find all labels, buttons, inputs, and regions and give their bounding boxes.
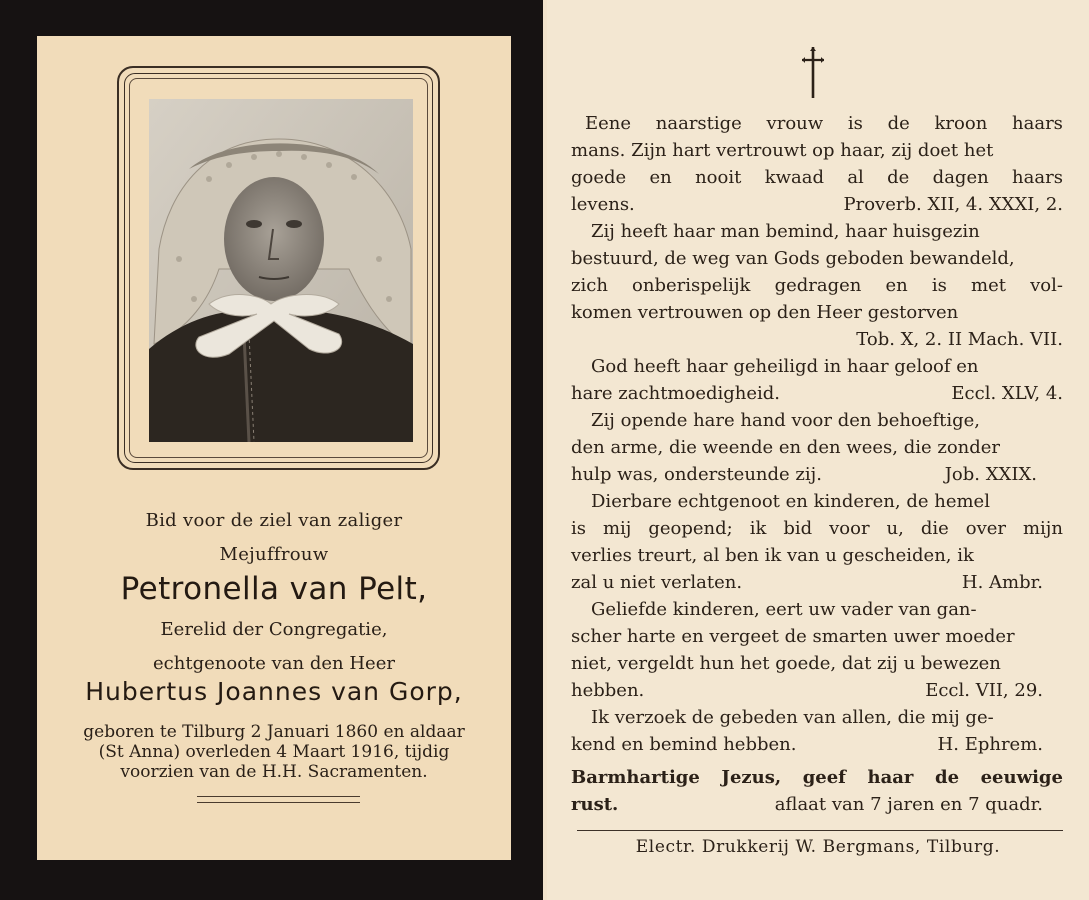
text-line: Zij heeft haar man bemind, haar huisgezin	[591, 221, 980, 242]
scripture-reference: Eccl. VII, 29.	[925, 680, 1043, 701]
deceased-name: Petronella van Pelt,	[120, 571, 428, 607]
scripture-reference: Job. XXIX.	[944, 464, 1037, 485]
text-line: Eene naarstige vrouw is de kroon haars	[585, 113, 1063, 134]
birth-death-line-2: (St Anna) overleden 4 Maart 1916, tijdig	[98, 742, 450, 762]
text-line: scher harte en vergeet de smarten uwer moeder	[571, 626, 1015, 647]
prayer-line: Barmhartige Jezus, geef haar de eeuwige	[571, 767, 1063, 788]
decorative-double-rule	[197, 796, 360, 803]
husband-name: Hubertus Joannes van Gorp,	[85, 677, 463, 706]
spouse-intro: echtgenoote van den Heer	[153, 653, 395, 674]
text-line: is mij geopend; ik bid voor u, die over mijn	[571, 518, 1063, 539]
scripture-reference: Tob. X, 2. II Mach. VII.	[856, 329, 1063, 350]
text-line: zal u niet verlaten. H. Ambr.	[571, 569, 1063, 596]
scripture-reference: H. Ephrem.	[937, 734, 1043, 755]
text-line: den arme, die weende en den wees, die zonder	[571, 437, 1001, 458]
printer-credit: Electr. Drukkerij W. Bergmans, Tilburg.	[635, 837, 1001, 857]
memorial-card-back	[547, 0, 1089, 900]
text-line	[571, 326, 1063, 353]
membership-line: Eerelid der Congregatie,	[160, 619, 388, 640]
memorial-card-front	[0, 0, 543, 900]
birth-death-line-3: voorzien van de H.H. Sacramenten.	[120, 762, 428, 782]
text-line: komen vertrouwen op den Heer gestorven	[571, 302, 959, 323]
text-line: kend en bemind hebben. H. Ephrem.	[571, 731, 1063, 758]
scripture-reference: Eccl. XLV, 4.	[951, 383, 1063, 404]
text-line: God heeft haar geheiligd in haar geloof en	[591, 356, 979, 377]
scripture-text	[571, 110, 1063, 818]
text-line: hebben. Eccl. VII, 29.	[571, 677, 1063, 704]
text-line: goede en nooit kwaad al de dagen haars	[571, 167, 1063, 188]
latin-cross-icon	[799, 45, 827, 100]
scripture-reference: Proverb. XII, 4. XXXI, 2.	[843, 194, 1063, 215]
text-line: mans. Zijn hart vertrouwt op haar, zij doet het	[571, 140, 994, 161]
text-line: zich onberispelijk gedragen en is met vol-	[571, 275, 1063, 296]
text-line: hulp was, ondersteunde zij. Job. XXIX.	[571, 461, 1063, 488]
text-line: levens. Proverb. XII, 4. XXXI, 2.	[571, 191, 1063, 218]
text-line: niet, vergeldt hun het goede, dat zij u bewezen	[571, 653, 1001, 674]
card-paper	[37, 36, 511, 860]
footer-rule	[577, 830, 1063, 831]
text-line: Zij opende hare hand voor den behoeftige,	[591, 410, 980, 431]
prayer-request: Bid voor de ziel van zaliger	[145, 510, 403, 531]
honorific: Mejuffrouw	[219, 544, 329, 565]
text-line: verlies treurt, al ben ik van u gescheiden, ik	[571, 545, 974, 566]
text-line: bestuurd, de weg van Gods geboden bewandeld,	[571, 248, 1015, 269]
text-line: Ik verzoek de gebeden van allen, die mij ge-	[591, 707, 994, 728]
indulgence-note: aflaat van 7 jaren en 7 quadr.	[774, 794, 1043, 815]
portrait-photo	[149, 99, 413, 442]
scripture-reference: H. Ambr.	[961, 572, 1043, 593]
text-line: Geliefde kinderen, eert uw vader van gan-	[591, 599, 977, 620]
text-line: hare zachtmoedigheid. Eccl. XLV, 4.	[571, 380, 1063, 407]
birth-death-line-1: geboren te Tilburg 2 Januari 1860 en aldaar	[83, 722, 465, 742]
text-line: Dierbare echtgenoot en kinderen, de hemel	[591, 491, 990, 512]
text-line: rust. aflaat van 7 jaren en 7 quadr.	[571, 791, 1063, 818]
